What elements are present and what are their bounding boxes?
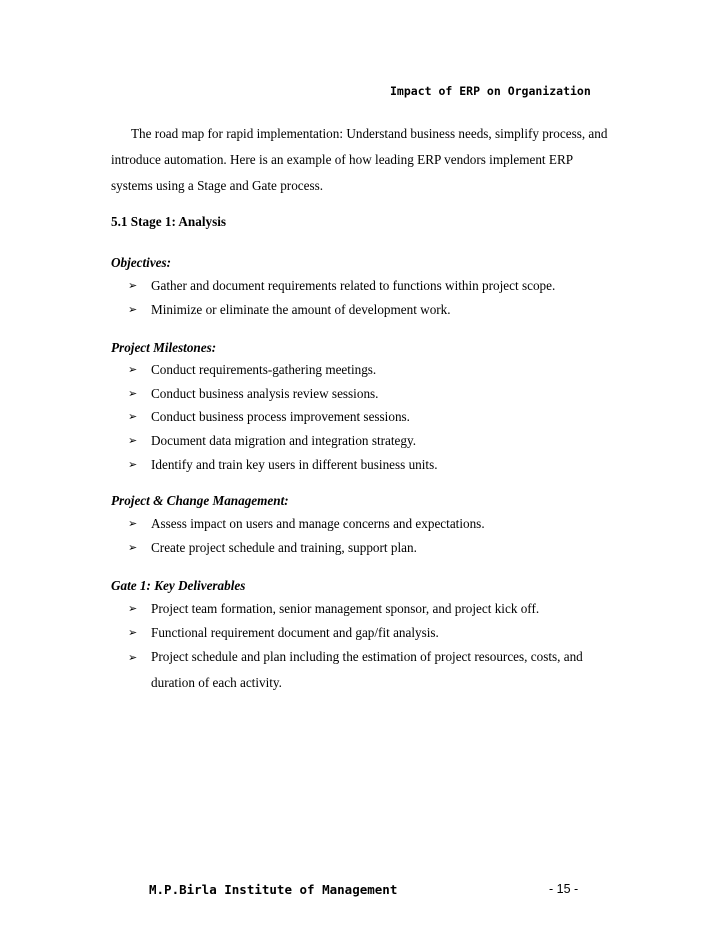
page-number: - 15 - (549, 882, 579, 896)
list-item-text: Create project schedule and training, support plan. (151, 539, 417, 555)
list-item-text: Assess impact on users and manage concerns and expectations. (151, 516, 485, 531)
list-item-text: Conduct business process improvement sessions. (151, 409, 410, 425)
change-management-list (128, 512, 485, 559)
arrow-bullet-icon: ➢ (128, 386, 138, 400)
objectives-list (128, 274, 555, 321)
list-item-text: Project team formation, senior management sponsor, and project kick off. (151, 601, 540, 616)
list-item (128, 429, 438, 453)
arrow-bullet-icon: ➢ (128, 602, 138, 615)
list-item-text: Conduct business analysis review sessions. (151, 385, 379, 401)
list-item (128, 621, 601, 645)
list-item (128, 274, 555, 298)
list-item-text: Conduct requirements-gathering meetings. (151, 362, 377, 377)
list-item (128, 298, 555, 322)
list-item-text: Functional requirement document and gap/fit analysis. (151, 624, 439, 640)
running-header: Impact of ERP on Organization (390, 84, 591, 98)
milestones-list (128, 358, 438, 477)
arrow-bullet-icon: ➢ (128, 457, 138, 471)
list-item-text: Minimize or eliminate the amount of development work. (151, 301, 451, 317)
arrow-bullet-icon: ➢ (128, 625, 138, 639)
arrow-bullet-icon: ➢ (128, 434, 138, 448)
objectives-heading: Objectives: (111, 255, 172, 270)
list-item (128, 382, 438, 406)
list-item-text: Identify and train key users in different business units. (151, 456, 438, 472)
list-item (128, 644, 601, 696)
list-item (128, 405, 438, 429)
list-item-text: Project schedule and plan including the estimation of project resources, costs, and duration of each activity. (151, 649, 583, 691)
arrow-bullet-icon: ➢ (128, 279, 138, 292)
list-item-text: Document data migration and integration strategy. (151, 433, 417, 449)
list-item (128, 512, 485, 536)
list-item (128, 453, 438, 477)
gate-deliverables-heading: Gate 1: Key Deliverables (111, 578, 246, 593)
list-item (128, 597, 601, 621)
milestones-heading: Project Milestones: (111, 340, 217, 355)
section-heading: 5.1 Stage 1: Analysis (111, 214, 227, 229)
arrow-bullet-icon: ➢ (128, 410, 138, 424)
arrow-bullet-icon: ➢ (128, 363, 138, 376)
change-management-heading: Project & Change Management: (111, 493, 289, 508)
intro-text: The road map for rapid implementation: Understand business needs, simplify process, and introduce automation. Here is an example of how leading ERP vendors implement ERP systems using a Stage and Gate process. (111, 126, 608, 193)
arrow-bullet-icon: ➢ (128, 517, 138, 530)
arrow-bullet-icon: ➢ (128, 651, 138, 665)
list-item (128, 536, 485, 560)
list-item-text: Gather and document requirements related to functions within project scope. (151, 278, 556, 293)
gate-deliverables-list (128, 597, 601, 696)
list-item (128, 358, 438, 382)
arrow-bullet-icon: ➢ (128, 302, 138, 316)
arrow-bullet-icon: ➢ (128, 540, 138, 554)
intro-paragraph (111, 121, 611, 199)
footer-institute: M.P.Birla Institute of Management (149, 882, 398, 897)
